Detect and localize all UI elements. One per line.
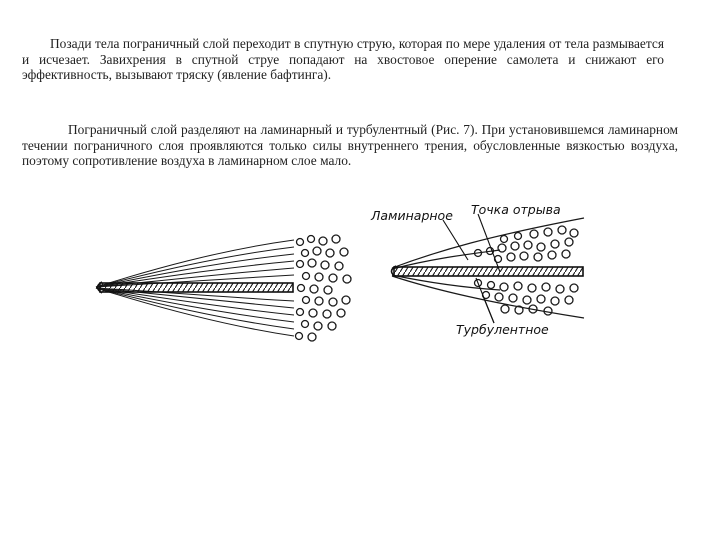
right-turbulent-eddies-bottom <box>475 280 579 316</box>
left-wake-eddies <box>296 235 352 341</box>
left-diagram <box>96 235 351 341</box>
left-plate <box>100 283 293 292</box>
label-laminar: Ламинарное <box>371 208 453 223</box>
label-separation-point: Точка отрыва <box>471 202 561 217</box>
right-diagram <box>370 202 584 337</box>
right-plate <box>394 267 583 276</box>
label-turbulent: Турбулентное <box>456 322 549 337</box>
paragraph-wake: Позади тела пограничный слой переходит в спутную струю, которая по мере удаления от тела размывается и исчезает. Завихрения в спутной струе попадают на хвостовое оперение самолета и снижают его эффективность, вызывают тряску (явление бафтинга). <box>22 36 664 83</box>
paragraph-boundary-layer: Пограничный слой разделяют на ламинарный и турбулентный (Рис. 7). При установившемся ламинарном течении пограничного слоя проявляются только силы внутреннего трения, обусловленные вязкостью воздуха, поэтому сопротивление воздуха в ламинарном слое мало. <box>22 122 678 169</box>
